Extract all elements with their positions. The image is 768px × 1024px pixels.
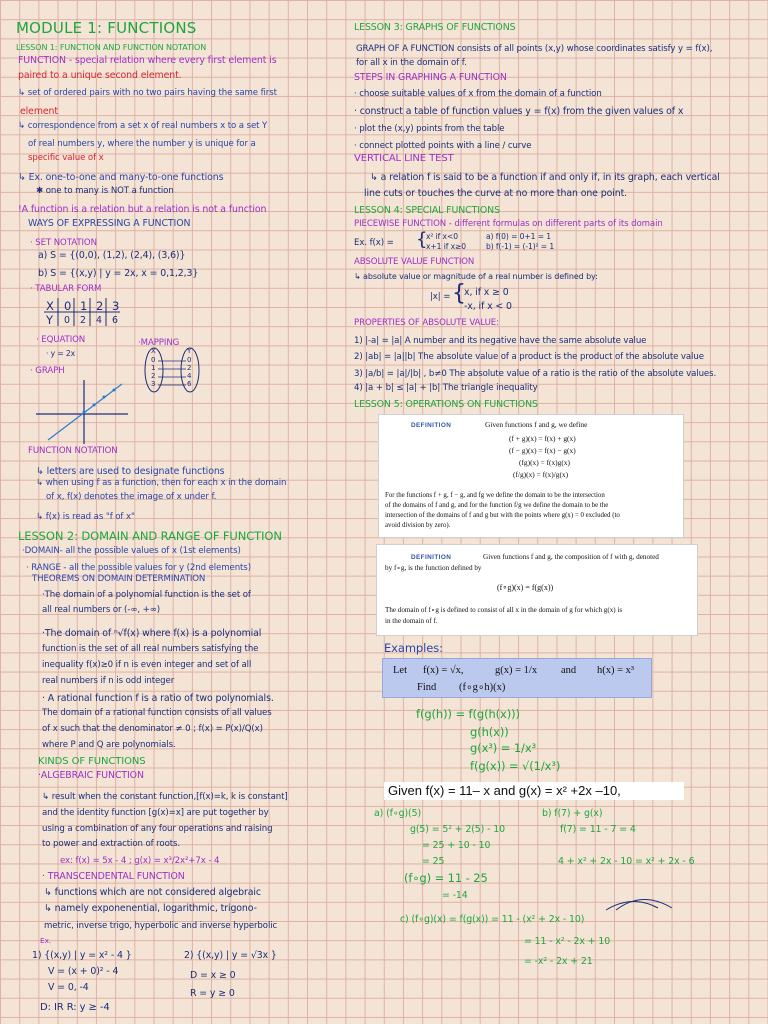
ways-heading: WAYS OF EXPRESSING A FUNCTION	[28, 218, 191, 229]
table-y-3: 6	[112, 315, 118, 326]
work-line-2: g(h(x))	[470, 725, 509, 739]
map-x-header: X	[151, 347, 156, 355]
step-2: · construct a table of function values y = f(x) from the given values of x	[354, 106, 684, 117]
ex-h: h(x) = x³	[597, 665, 635, 676]
definition-label-1: DEFINITION	[411, 422, 452, 429]
map-y-2: 2	[187, 364, 192, 372]
work-line-3: g(x³) = 1/x³	[470, 741, 537, 755]
piecewise-def: PIECEWISE FUNCTION - different formulas on different parts of its domain	[354, 219, 663, 229]
piecewise-brace: {	[416, 229, 428, 250]
example2-domain: D = x ≥ 0	[190, 970, 236, 981]
example-box	[382, 658, 652, 698]
property-1: 1) |-a| = |a| A number and its negative have the same absolute value	[354, 336, 647, 346]
function-definition-2: paired to a unique second element.	[18, 70, 182, 81]
def1-eq-quot: (f/g)(x) = f(x)/g(x)	[513, 470, 569, 479]
part-b-2: 4 + x² + 2x - 10 = x² + 2x - 6	[558, 856, 695, 867]
steps-heading: STEPS IN GRAPHING A FUNCTION	[354, 72, 507, 83]
theorem3-2: The domain of a rational function consists of all values	[42, 708, 272, 718]
given-statement: Given f(x) = 11– x and g(x) = x² +2x –10,	[384, 782, 684, 800]
one-to-many-note: ✱ one to many is NOT a function	[36, 186, 174, 196]
piecewise-case-2: x+1 if x≥0	[426, 242, 466, 251]
lesson1-heading: LESSON 1: FUNCTION AND FUNCTION NOTATION	[16, 43, 207, 52]
absolute-value-heading: ABSOLUTE VALUE FUNCTION	[354, 257, 475, 267]
ex-find: Find	[417, 682, 437, 693]
def1-note-4: avoid division by zero).	[385, 522, 451, 529]
ex-let: Let	[393, 665, 407, 676]
example1-v2: V = 0, -4	[48, 982, 89, 993]
algebraic-1: ↳ result when the constant function,[f(x)=k, k is constant]	[42, 792, 288, 802]
lesson4-heading: LESSON 4: SPECIAL FUNCTIONS	[354, 205, 500, 216]
def1-eq-sum: (f + g)(x) = f(x) + g(x)	[509, 434, 576, 443]
abs-lhs: |x| =	[430, 292, 451, 302]
theorem2-1: ·The domain of ⁿ√f(x) where f(x) is a polynomial	[42, 628, 262, 639]
table-y-2: 4	[96, 315, 102, 326]
part-a-1: g(5) = 5² + 2(5) - 10	[410, 824, 506, 835]
map-y-6: 6	[187, 380, 192, 388]
lesson2-heading: LESSON 2: DOMAIN AND RANGE OF FUNCTION	[18, 529, 282, 543]
part-c-2: = -x² - 2x + 21	[524, 956, 593, 967]
def1-intro: Given functions f and g, we define	[485, 420, 588, 429]
piecewise-b: b) f(-1) = (-1)² = 1	[486, 242, 555, 251]
step-4: · connect plotted points with a line / curve	[354, 141, 532, 151]
vlt-2: line cuts or touches the curve at no more than one point.	[364, 188, 628, 199]
map-x-3: 3	[151, 380, 156, 388]
kinds-heading: KINDS OF FUNCTIONS	[38, 756, 146, 767]
algebraic-example: ex: f(x) = 5x - 4 ; g(x) = x³/2x²+7x - 4	[60, 856, 220, 866]
step-1: · choose suitable values of x from the domain of a function	[354, 89, 602, 99]
theorems-heading: THEOREMS ON DOMAIN DETERMINATION	[32, 574, 206, 584]
properties-heading: PROPERTIES OF ABSOLUTE VALUE:	[354, 318, 499, 328]
vlt-heading: VERTICAL LINE TEST	[354, 153, 454, 164]
part-a-2: = 25 + 10 - 10	[422, 840, 491, 851]
example1: 1) {(x,y) | y = x² - 4 }	[32, 950, 132, 961]
piecewise-case-1: x² if x<0	[426, 232, 458, 241]
map-x-1: 1	[151, 364, 156, 372]
table-y-1: 2	[80, 315, 86, 326]
part-c-heading: c) (f∘g)(x) = f(g(x)) = 11 - (x² + 2x - 10)	[400, 914, 585, 925]
module-title: MODULE 1: FUNCTIONS	[16, 19, 197, 37]
correspondence-3: specific value of x	[28, 153, 104, 163]
theorem1-1: ·The domain of a polynomial function is the set of	[42, 590, 251, 600]
one-to-one-example: ↳ Ex. one-to-one and many-to-one functions	[18, 172, 224, 183]
fn-notation-3: of x, f(x) denotes the image of x under f.	[46, 492, 217, 502]
function-definition-1: FUNCTION - special relation where every first element is	[18, 55, 277, 66]
right-column	[352, 0, 762, 1024]
definition-label-2: DEFINITION	[411, 554, 452, 561]
work-line-1: f(g(h)) = f(g(h(x)))	[416, 707, 520, 721]
correspondence-2: of real numbers y, where the number y is unique for a	[28, 139, 256, 149]
map-y-header: Y	[187, 347, 192, 355]
example2: 2) {(x,y) | y = √3x }	[184, 950, 277, 961]
set-a: a) S = {(0,0), (1,2), (2,4), (3,6)}	[38, 250, 186, 261]
graph-def-1: GRAPH OF A FUNCTION consists of all points (x,y) whose coordinates satisfy y = f(x),	[356, 44, 713, 54]
work-line-4: f(g(x)) = √(1/x³)	[470, 759, 561, 773]
map-y-0: 0	[187, 356, 192, 364]
piecewise-example-label: Ex. f(x) =	[354, 238, 394, 248]
table-x-0: 0	[64, 299, 72, 313]
def1-note-3: intersection of the domains of f and g but with the points where g(x) = 0 excluded (to	[385, 512, 620, 519]
correspondence-1: ↳ correspondence from a set x of real numbers x to a set Y	[18, 121, 268, 131]
table-x-1: 1	[80, 299, 88, 313]
transcendental-1: ↳ functions which are not considered algebraic	[44, 887, 261, 898]
algebraic-heading: ·ALGEBRAIC FUNCTION	[38, 770, 144, 781]
relation-note: !A function is a relation but a relation is not a function	[18, 204, 267, 215]
transcendental-heading: · TRANSCENDENTAL FUNCTION	[42, 871, 185, 882]
fn-notation-1: ↳ letters are used to designate functions	[36, 466, 225, 477]
ordered-pairs-2: element	[20, 106, 58, 117]
fn-notation-2: ↳ when using f as a function, then for each x in the domain	[36, 478, 287, 488]
table-y-0: 0	[64, 315, 70, 326]
part-a-heading: a) (f∘g)(5)	[374, 808, 421, 819]
step-3: · plot the (x,y) points from the table	[354, 124, 505, 134]
examples-heading: Examples:	[384, 641, 443, 655]
absolute-value-def: ↳ absolute value or magnitude of a real number is defined by:	[354, 272, 598, 281]
set-b: b) S = {(x,y) | y = 2x, x = 0,1,2,3}	[38, 268, 199, 279]
piecewise-a: a) f(0) = 0+1 = 1	[486, 232, 551, 241]
algebraic-4: to power and extraction of roots.	[42, 839, 181, 849]
table-lines	[42, 298, 122, 328]
transcendental-3: metric, inverse trigo, hyperbolic and inverse hyperbolic	[44, 921, 278, 931]
part-c-1: = 11 - x² - 2x + 10	[524, 936, 611, 947]
example1-v1: V = (x + 0)² - 4	[48, 966, 119, 977]
def1-eq-diff: (f − g)(x) = f(x) − g(x)	[509, 446, 576, 455]
def2-note-1: The domain of f∘g is defined to consist of all x in the domain of g for which g(x) is	[385, 606, 623, 614]
ex-find-expr: (f∘g∘h)(x)	[459, 682, 506, 693]
graph-sketch	[32, 378, 132, 446]
theorem3-3: of x such that the denominator ≠ 0 ; f(x) = P(x)/Q(x)	[42, 724, 263, 734]
algebraic-2: and the identity function [g(x)=x] are put together by	[42, 808, 269, 818]
examples-label: Ex.	[40, 936, 52, 945]
domain-def: ·DOMAIN- all the possible values of x (1st elements)	[22, 546, 241, 556]
table-x-2: 2	[96, 299, 104, 313]
equation-value: · y = 2x	[46, 349, 76, 358]
def1-note-2: of the domains of f and g, and for the function f/g we define the domain to be the	[385, 502, 609, 509]
ex-g: g(x) = 1/x	[495, 665, 538, 676]
def1-eq-prod: (fg)(x) = f(x)g(x)	[519, 458, 570, 467]
theorem1-2: all real numbers or (-∞, +∞)	[42, 605, 161, 615]
def2-equation: (f∘g)(x) = f(g(x))	[497, 583, 554, 592]
substitution-arrows	[602, 896, 682, 912]
ex-and: and	[561, 665, 577, 676]
part-b-1: f(7) = 11 - 7 = 4	[560, 824, 636, 835]
graph-label: · GRAPH	[30, 366, 65, 376]
definition-box-composition	[376, 544, 698, 636]
table-x-3: 3	[112, 299, 120, 313]
example2-range: R = y ≥ 0	[190, 988, 235, 999]
example1-domain-range: D: IR R: y ≥ -4	[40, 1002, 110, 1013]
theorem3-4: where P and Q are polynomials.	[42, 740, 176, 750]
part-a-3: = 25	[422, 856, 445, 867]
equation-label: · EQUATION	[36, 335, 86, 345]
tabular-label: · TABULAR FORM	[30, 284, 102, 294]
left-column	[14, 0, 350, 1024]
theorem2-3: inequality f(x)≥0 if n is even integer and set of all	[42, 660, 252, 670]
fn-notation-4: ↳ f(x) is read as "f of x"	[36, 512, 135, 522]
map-x-0: 0	[151, 356, 156, 364]
part-b-heading: b) f(7) + g(x)	[542, 808, 603, 819]
map-y-4: 4	[187, 372, 192, 380]
definition-box-sum	[378, 414, 684, 538]
graph-def-2: for all x in the domain of f.	[356, 58, 467, 68]
def2-intro: Given functions f and g, the composition of f with g, denoted	[483, 553, 659, 561]
table-y-header: Y	[46, 313, 53, 327]
property-4: 4) |a + b| ≤ |a| + |b| The triangle inequality	[354, 383, 538, 393]
mapping-label: ·MAPPING	[138, 338, 180, 348]
def2-note-2: in the domain of f.	[385, 617, 438, 625]
ordered-pairs-1: ↳ set of ordered pairs with no two pairs having the same first	[18, 88, 277, 98]
theorem2-2: function is the set of all real numbers satisfying the	[42, 644, 259, 654]
def2-intro-2: by f∘g, is the function defined by	[385, 564, 482, 572]
range-def: · RANGE - all the possible values for y (2nd elements)	[26, 563, 251, 573]
ex-f: f(x) = √x,	[423, 665, 464, 676]
vlt-1: ↳ a relation f is said to be a function if and only if, in its graph, each vertical	[370, 172, 720, 183]
map-x-2: 2	[151, 372, 156, 380]
property-3: 3) |a/b| = |a|/|b| , b≠0 The absolute value of a ratio is the ratio of the absolute values.	[354, 369, 717, 379]
property-2: 2) |ab| = |a||b| The absolute value of a product is the product of the absolute value	[354, 352, 704, 362]
part-a-5: = -14	[442, 890, 468, 901]
set-notation-label: · SET NOTATION	[30, 238, 97, 248]
theorem3-1: · A rational function f is a ratio of two polynomials.	[42, 693, 274, 704]
function-notation-heading: FUNCTION NOTATION	[28, 446, 118, 456]
transcendental-2: ↳ namely exponenential, logarithmic, trigono-	[44, 903, 257, 914]
theorem2-4: real numbers if n is odd integer	[42, 676, 175, 686]
lesson5-heading: LESSON 5: OPERATIONS ON FUNCTIONS	[354, 399, 538, 410]
def1-note-1: For the functions f + g, f − g, and fg we define the domain to be the intersection	[385, 492, 605, 499]
lesson3-heading: LESSON 3: GRAPHS OF FUNCTIONS	[354, 22, 516, 33]
part-a-4: (f∘g) = 11 - 25	[404, 871, 488, 885]
algebraic-3: using a combination of any four operations and raising	[42, 824, 273, 834]
abs-case-1: x, if x ≥ 0	[464, 287, 509, 298]
table-x-header: X	[46, 299, 54, 313]
abs-case-2: -x, if x < 0	[464, 301, 512, 312]
abs-brace: {	[452, 281, 466, 306]
